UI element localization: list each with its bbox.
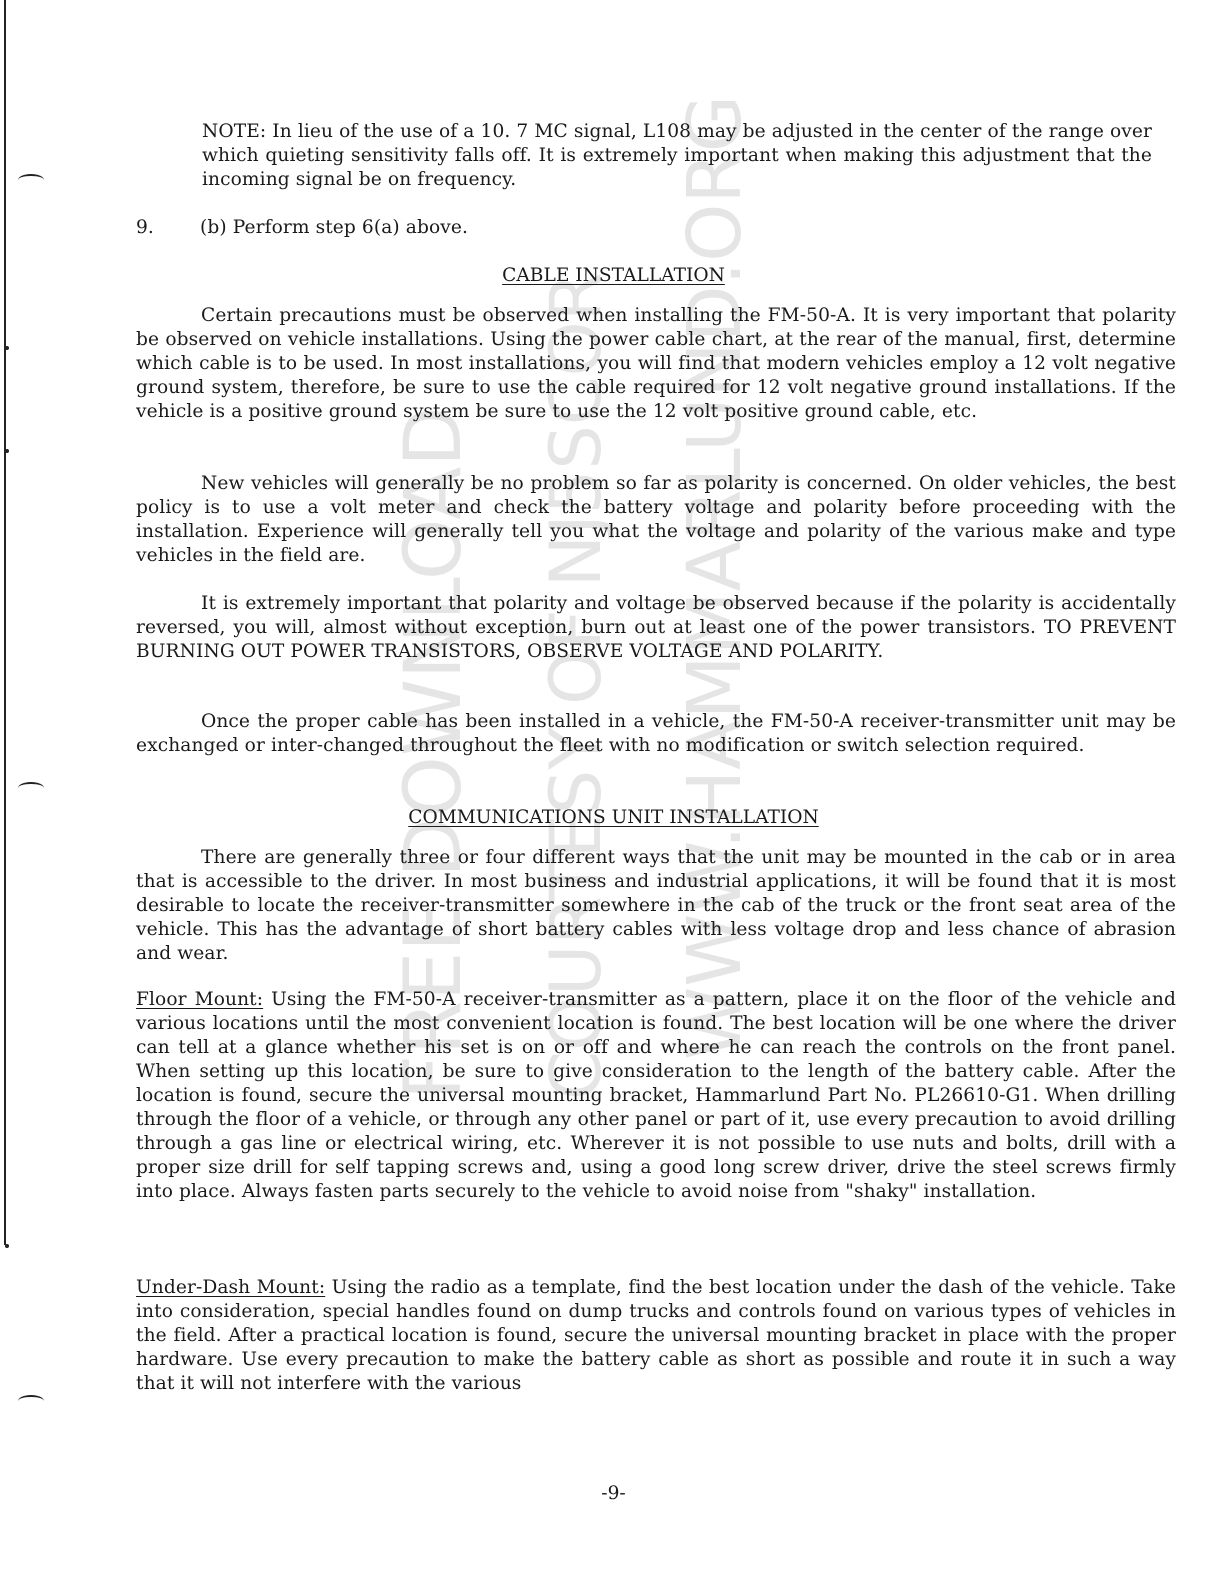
step-text: (b) Perform step 6(a) above. — [200, 217, 468, 238]
paragraph-text: It is extremely important that polarity and voltage be observed because if the polarity is accidentally reversed, you will, almost without exception, burn out at least one of the power transistors. TO PREVENT BURNING OUT POWER TRANSISTORS, OBSERVE VOLTAGE AND POLARITY. — [136, 593, 1176, 662]
margin-dot — [5, 1244, 9, 1248]
watermark-line-2: COURTESY OF NJ5SCOR — [535, 272, 617, 1100]
margin-dot — [5, 449, 9, 453]
note-text: NOTE: In lieu of the use of a 10. 7 MC signal, L108 may be adjusted in the center of the range over which quieting sensitivity falls off. It is extremely important when making this adjustment that the incoming signal be on frequency. — [202, 121, 1152, 190]
step-line — [136, 216, 1176, 240]
page-number: -9- — [601, 1483, 626, 1504]
cable-paragraph-3 — [136, 592, 1176, 664]
paragraph-text: Certain precautions must be observed when installing the FM-50-A. It is very important that polarity be observed on vehicle installations. Using the power cable chart, at the rear of the manual, first, determine which cable is to be used. In most installations, you will find that modern vehicles employ a 12 volt negative ground system, therefore, be sure to use the cable required for 12 volt negative ground installations. If the vehicle is a positive ground system be sure to use the 12 volt positive ground cable, etc. — [136, 305, 1176, 422]
communications-unit-heading-text: COMMUNICATIONS UNIT INSTALLATION — [408, 807, 819, 828]
paragraph-text: New vehicles will generally be no problem so far as polarity is concerned. On older vehicles, the best policy is to use a volt meter and check the battery voltage and polarity before proceeding with the installation. Experience will generally tell you what the voltage and polarity of the various make and type vehicles in the field are. — [136, 473, 1176, 566]
under-dash-mount-label: Under-Dash Mount: — [136, 1277, 326, 1298]
paragraph-text: Once the proper cable has been installed in a vehicle, the FM-50-A receiver-transmitter unit may be exchanged or inter-changed throughout the fleet with no modification or switch selection required. — [136, 711, 1176, 756]
communications-unit-heading — [0, 806, 1227, 830]
binding-edge-line — [4, 0, 6, 1245]
watermark-line-1: FREE DOWNLOAD — [389, 406, 479, 1100]
margin-hole-mark — [18, 782, 44, 794]
margin-dot — [5, 346, 9, 350]
margin-hole-mark — [18, 1395, 44, 1407]
paragraph-text: There are generally three or four different ways that the unit may be mounted in the cab or in area that is accessible to the driver. In most business and industrial applications, it will be found that it is most desirable to locate the receiver-transmitter somewhere in the cab of the truck or the front seat area of the vehicle. This has the advantage of short battery cables with less voltage drop and less chance of abrasion and wear. — [136, 847, 1176, 964]
floor-mount-label: Floor Mount: — [136, 989, 264, 1010]
under-dash-mount-text: Using the radio as a template, find the best location under the dash of the vehicle. Take into consideration, special handles found on dump trucks and controls found on various types of vehicles in the field. After a practical location is found, secure the universal mounting bracket in place with the proper hardware. Use every precaution to make the battery cable as short as possible and route it in such a way that it will not interfere with the various — [136, 1277, 1176, 1394]
margin-hole-mark — [18, 174, 44, 186]
floor-mount-paragraph — [136, 988, 1176, 1204]
watermark-line-3: WWW.HAMMARLUND.ORG — [672, 94, 758, 1060]
under-dash-mount-paragraph — [136, 1276, 1176, 1396]
cable-installation-heading — [0, 264, 1227, 288]
cable-installation-heading-text: CABLE INSTALLATION — [502, 265, 725, 286]
cable-paragraph-2 — [136, 472, 1176, 568]
paragraph-text — [136, 988, 1176, 1204]
cable-paragraph-1 — [136, 304, 1176, 424]
step-number: 9. — [136, 217, 154, 238]
paragraph-text — [136, 1276, 1176, 1396]
floor-mount-text: Using the FM-50-A receiver-transmitter as a pattern, place it on the floor of the vehicle and various locations until the most convenient location is found. The best location will be one where the driver can tell at a glance whether his set is on or off and where he can reach the controls on the front panel. When setting up this location, be sure to give consideration to the length of the battery cable. After the location is found, secure the universal mounting bracket, Hammarlund Part No. PL26610-G1. When drilling through the floor of a vehicle, or through any other panel or part of it, use every precaution to avoid drilling through a gas line or electrical wiring, etc. Wherever it is not possible to use nuts and bolts, drill with a proper size drill for self tapping screws and, using a good long screw driver, drive the steel screws firmly into place. Always fasten parts securely to the vehicle to avoid noise from "shaky" installation. — [136, 989, 1177, 1202]
cable-paragraph-4 — [136, 710, 1176, 758]
communications-intro-paragraph — [136, 846, 1176, 966]
note-block — [202, 120, 1152, 192]
